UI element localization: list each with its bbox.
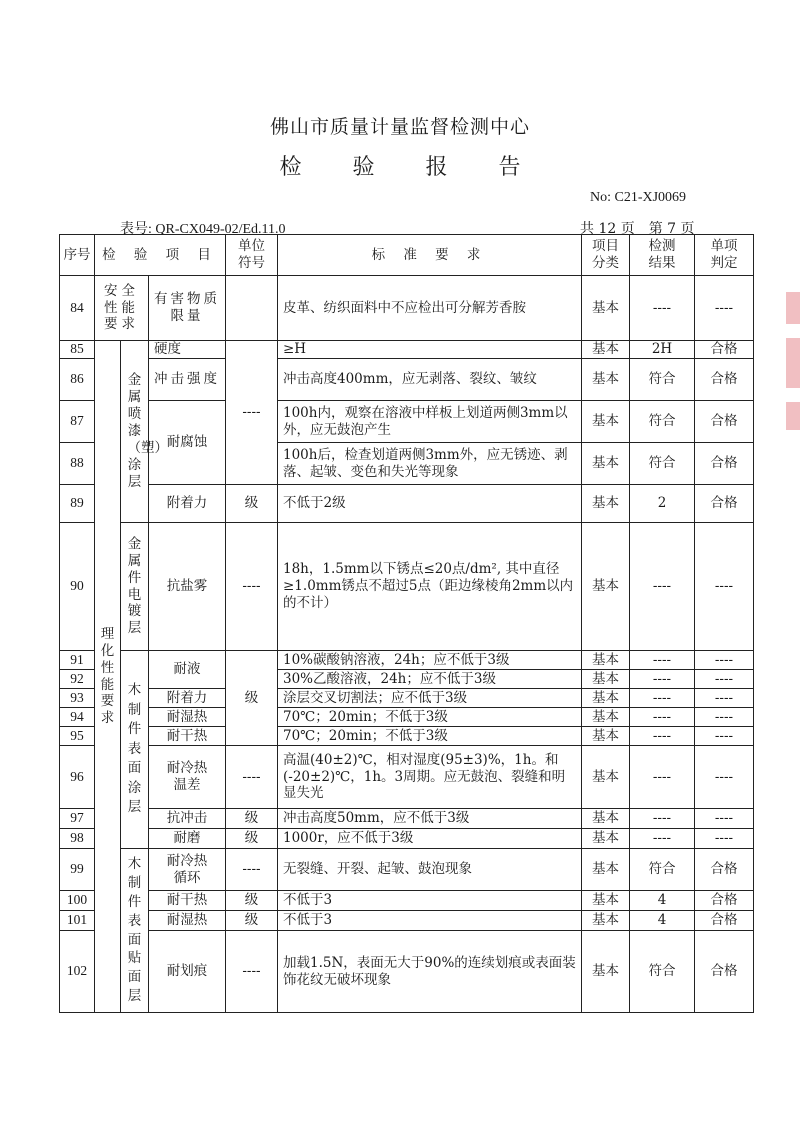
- standard-text: 不低于3: [278, 911, 582, 931]
- form-number: 表号: QR-CX049-02/Ed.11.0: [120, 222, 286, 237]
- header-item: 检 验 项 目: [95, 235, 226, 276]
- standard-text: ≥H: [278, 341, 582, 359]
- seal-stamp-fragment: [786, 292, 800, 324]
- verdict-cell: 合格: [695, 341, 754, 359]
- standard-text: 18h，1.5mm以下锈点≤20点/dm², 其中直径≥1.0mm锈点不超过5点（距边缘棱角2mm以内的不计）: [278, 523, 582, 651]
- standard-text: 不低于3: [278, 891, 582, 911]
- category-cell: 基本: [582, 689, 630, 708]
- standard-text: 100h后，检查划道两侧3mm外，应无锈迹、剥落、起皱、变色和失光等现象: [278, 443, 582, 485]
- row-seq: 85: [60, 341, 95, 359]
- page-info: 共 12 页 第 7 页: [580, 221, 695, 237]
- row-seq: 100: [60, 891, 95, 911]
- item-name: 耐干热: [149, 727, 226, 746]
- row-seq: 95: [60, 727, 95, 746]
- result-cell: ----: [630, 276, 695, 341]
- item-name: 抗冲击: [149, 809, 226, 829]
- unit-cell: ----: [226, 523, 278, 651]
- verdict-cell: ----: [695, 689, 754, 708]
- verdict-cell: ----: [695, 651, 754, 670]
- result-cell: ----: [630, 829, 695, 849]
- result-cell: ----: [630, 727, 695, 746]
- verdict-cell: ----: [695, 727, 754, 746]
- row-seq: 88: [60, 443, 95, 485]
- group-physchem: 理化性能要求: [95, 341, 121, 1013]
- row-seq: 84: [60, 276, 95, 341]
- report-number: No: C21-XJ0069: [590, 190, 687, 205]
- seal-stamp-fragment: [786, 338, 800, 388]
- standard-text: 涂层交叉切割法；应不低于3级: [278, 689, 582, 708]
- unit-cell: 级: [226, 891, 278, 911]
- unit-cell: 级: [226, 651, 278, 746]
- category-cell: 基本: [582, 849, 630, 891]
- table-row: [60, 809, 754, 829]
- row-seq: 99: [60, 849, 95, 891]
- item-name: 硬度: [149, 341, 226, 359]
- result-cell: 符合: [630, 401, 695, 443]
- standard-text: 1000r，应不低于3级: [278, 829, 582, 849]
- table-row: [60, 341, 754, 359]
- row-seq: 102: [60, 931, 95, 1013]
- row-seq: 90: [60, 523, 95, 651]
- verdict-cell: ----: [695, 809, 754, 829]
- item-name: 抗盐雾: [149, 523, 226, 651]
- standard-text: 100h内，观察在溶液中样板上划道两侧3mm以外，应无鼓泡产生: [278, 401, 582, 443]
- result-cell: 符合: [630, 849, 695, 891]
- row-seq: 98: [60, 829, 95, 849]
- item-name: 耐腐蚀: [149, 401, 226, 485]
- organization-name: 佛山市质量计量监督检测中心: [269, 116, 530, 138]
- result-cell: ----: [630, 689, 695, 708]
- group-metal-spray: 金属喷漆（塑）涂层: [121, 341, 149, 523]
- verdict-cell: 合格: [695, 485, 754, 523]
- table-row: [60, 829, 754, 849]
- verdict-cell: ----: [695, 708, 754, 727]
- table-row: [60, 849, 754, 891]
- unit-cell: 级: [226, 911, 278, 931]
- standard-text: 无裂缝、开裂、起皱、鼓泡现象: [278, 849, 582, 891]
- verdict-cell: 合格: [695, 359, 754, 401]
- item-name: 耐干热: [149, 891, 226, 911]
- result-cell: ----: [630, 746, 695, 809]
- group-wood-coating: 木制件表面涂层: [121, 651, 149, 849]
- row-seq: 86: [60, 359, 95, 401]
- category-cell: 基本: [582, 931, 630, 1013]
- verdict-cell: 合格: [695, 849, 754, 891]
- category-cell: 基本: [582, 443, 630, 485]
- header-result: 检测结果: [630, 235, 695, 276]
- table-row: [60, 746, 754, 809]
- item-name: 有害物质限量: [149, 276, 226, 341]
- standard-text: 高温(40±2)℃，相对湿度(95±3)%，1h。和(-20±2)℃，1h。3周期。应无鼓泡、裂缝和明显失光: [278, 746, 582, 809]
- unit-cell: 级: [226, 485, 278, 523]
- category-cell: 基本: [582, 911, 630, 931]
- item-name: 附着力: [149, 689, 226, 708]
- unit-cell: 级: [226, 809, 278, 829]
- result-cell: ----: [630, 670, 695, 689]
- result-cell: ----: [630, 651, 695, 670]
- unit-cell: 级: [226, 829, 278, 849]
- verdict-cell: ----: [695, 276, 754, 341]
- header-unit: 单位符号: [226, 235, 278, 276]
- row-seq: 96: [60, 746, 95, 809]
- result-cell: 4: [630, 911, 695, 931]
- verdict-cell: ----: [695, 829, 754, 849]
- category-cell: 基本: [582, 670, 630, 689]
- verdict-cell: ----: [695, 523, 754, 651]
- table-row: [60, 891, 754, 911]
- table-row: [60, 689, 754, 708]
- standard-text: 冲击高度50mm，应不低于3级: [278, 809, 582, 829]
- category-cell: 基本: [582, 651, 630, 670]
- table-row: [60, 651, 754, 670]
- verdict-cell: ----: [695, 746, 754, 809]
- verdict-cell: 合格: [695, 931, 754, 1013]
- category-cell: 基本: [582, 727, 630, 746]
- standard-text: 皮革、纺织面料中不应检出可分解芳香胺: [278, 276, 582, 341]
- category-cell: 基本: [582, 359, 630, 401]
- category-cell: 基本: [582, 708, 630, 727]
- group-safety: 安全性能要求: [95, 276, 149, 341]
- row-seq: 97: [60, 809, 95, 829]
- item-name: 耐液: [149, 651, 226, 689]
- result-cell: ----: [630, 809, 695, 829]
- category-cell: 基本: [582, 829, 630, 849]
- result-cell: 2: [630, 485, 695, 523]
- table-header-row: [60, 235, 754, 276]
- row-seq: 87: [60, 401, 95, 443]
- result-cell: ----: [630, 523, 695, 651]
- row-seq: 93: [60, 689, 95, 708]
- verdict-cell: ----: [695, 670, 754, 689]
- standard-text: 30%乙酸溶液，24h；应不低于3级: [278, 670, 582, 689]
- item-name: 耐湿热: [149, 911, 226, 931]
- standard-text: 70℃；20min；不低于3级: [278, 708, 582, 727]
- table-row: [60, 931, 754, 1013]
- table-row: [60, 523, 754, 651]
- header-seq: 序号: [60, 235, 95, 276]
- unit-cell: ----: [226, 746, 278, 809]
- table-row: [60, 708, 754, 727]
- standard-text: 70℃；20min；不低于3级: [278, 727, 582, 746]
- category-cell: 基本: [582, 746, 630, 809]
- row-seq: 89: [60, 485, 95, 523]
- item-name: 耐冷热循环: [149, 849, 226, 891]
- category-cell: 基本: [582, 891, 630, 911]
- verdict-cell: 合格: [695, 891, 754, 911]
- table-row: [60, 485, 754, 523]
- unit-cell: [226, 276, 278, 341]
- standard-text: 不低于2级: [278, 485, 582, 523]
- category-cell: 基本: [582, 523, 630, 651]
- result-cell: 4: [630, 891, 695, 911]
- seal-stamp-fragment: [786, 402, 800, 430]
- result-cell: 符合: [630, 443, 695, 485]
- header-category: 项目分类: [582, 235, 630, 276]
- result-cell: 2H: [630, 341, 695, 359]
- unit-cell: ----: [226, 849, 278, 891]
- unit-cell: ----: [226, 931, 278, 1013]
- verdict-cell: 合格: [695, 911, 754, 931]
- report-title: 检 验 报 告: [279, 155, 543, 180]
- verdict-cell: 合格: [695, 443, 754, 485]
- standard-text: 加载1.5N，表面无大于90%的连续划痕或表面装饰花纹无破坏现象: [278, 931, 582, 1013]
- result-cell: 符合: [630, 931, 695, 1013]
- standard-text: 10%碳酸钠溶液，24h；应不低于3级: [278, 651, 582, 670]
- table-row: [60, 276, 754, 341]
- table-row: [60, 401, 754, 443]
- row-seq: 92: [60, 670, 95, 689]
- item-name: 耐磨: [149, 829, 226, 849]
- inspection-table: [59, 234, 754, 1013]
- row-seq: 91: [60, 651, 95, 670]
- item-name: 耐划痕: [149, 931, 226, 1013]
- category-cell: 基本: [582, 809, 630, 829]
- row-seq: 101: [60, 911, 95, 931]
- item-name: 耐湿热: [149, 708, 226, 727]
- item-name: 附着力: [149, 485, 226, 523]
- unit-cell: ----: [226, 341, 278, 485]
- category-cell: 基本: [582, 401, 630, 443]
- row-seq: 94: [60, 708, 95, 727]
- verdict-cell: 合格: [695, 401, 754, 443]
- header-standard: 标 准 要 求: [278, 235, 582, 276]
- table-row: [60, 911, 754, 931]
- group-wood-veneer: 木制件表面贴面层: [121, 849, 149, 1013]
- category-cell: 基本: [582, 276, 630, 341]
- table-row: [60, 727, 754, 746]
- category-cell: 基本: [582, 485, 630, 523]
- item-name: 冲击强度: [149, 359, 226, 401]
- item-name: 耐冷热温差: [149, 746, 226, 809]
- result-cell: 符合: [630, 359, 695, 401]
- table-row: [60, 359, 754, 401]
- standard-text: 冲击高度400mm，应无剥落、裂纹、皱纹: [278, 359, 582, 401]
- category-cell: 基本: [582, 341, 630, 359]
- header-verdict: 单项判定: [695, 235, 754, 276]
- result-cell: ----: [630, 708, 695, 727]
- group-metal-plating: 金属件电镀层: [121, 523, 149, 651]
